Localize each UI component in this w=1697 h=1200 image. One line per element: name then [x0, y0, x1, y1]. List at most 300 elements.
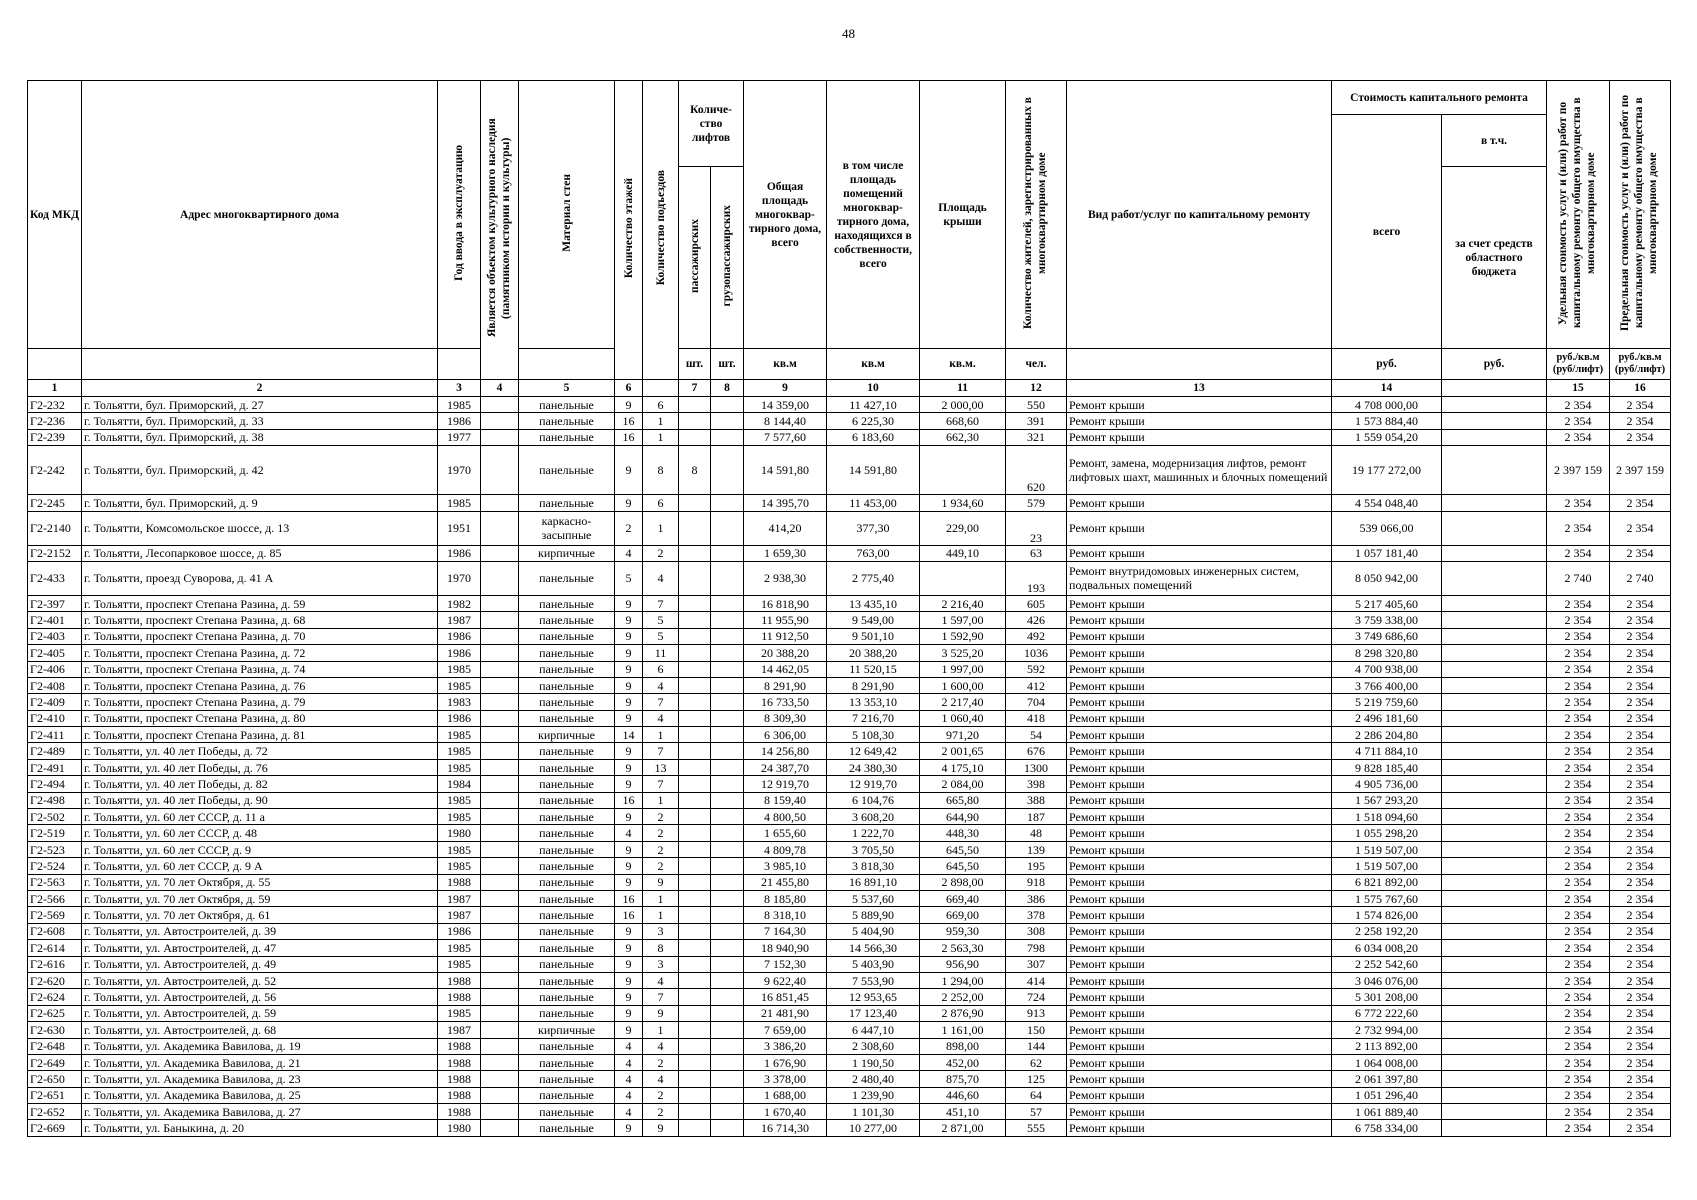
cell-limit-cost: 2 354 — [1610, 776, 1671, 792]
cell-cost-regional — [1442, 413, 1547, 429]
cell-address: г. Тольятти, проспект Степана Разина, д. 74 — [82, 661, 438, 677]
cell-work-type: Ремонт крыши — [1067, 429, 1332, 445]
cell-total-area: 20 388,20 — [744, 645, 827, 661]
cell-floors: 9 — [615, 612, 643, 628]
cell-unit-cost: 2 354 — [1547, 1087, 1610, 1103]
cell-year: 1980 — [438, 1120, 481, 1136]
cell-cost-regional — [1442, 776, 1547, 792]
cell-unit-cost: 2 354 — [1547, 1022, 1610, 1038]
cell-lifts-cargo — [711, 628, 744, 644]
cell-code: Г2-405 — [28, 645, 82, 661]
cell-unit-cost: 2 354 — [1547, 661, 1610, 677]
table-row — [28, 940, 1671, 956]
table-row — [28, 956, 1671, 972]
cell-owned-area: 9 501,10 — [827, 628, 920, 644]
cell-lifts-pass — [679, 710, 711, 726]
cell-limit-cost: 2 354 — [1610, 989, 1671, 1005]
cell-year: 1985 — [438, 677, 481, 693]
unit-cost-total: руб. — [1332, 349, 1442, 380]
table-row — [28, 907, 1671, 923]
cell-roof-area: 898,00 — [920, 1038, 1006, 1054]
cell-work-type: Ремонт крыши — [1067, 825, 1332, 841]
cell-total-area: 1 659,30 — [744, 545, 827, 561]
cell-residents: 144 — [1006, 1038, 1067, 1054]
header-roof-area: Площадь крыши — [920, 81, 1006, 349]
cell-total-area: 24 387,70 — [744, 759, 827, 775]
cell-work-type: Ремонт крыши — [1067, 595, 1332, 611]
cell-work-type: Ремонт, замена, модернизация лифтов, ремонт лифтовых шахт, машинных и блочных помещений — [1067, 446, 1332, 495]
cell-owned-area: 2 480,40 — [827, 1071, 920, 1087]
cell-wall: панельные — [519, 841, 615, 857]
cell-cost-total: 6 772 222,60 — [1332, 1005, 1442, 1021]
cell-heritage — [481, 1071, 519, 1087]
column-number: 2 — [82, 380, 438, 397]
cell-work-type: Ремонт крыши — [1067, 972, 1332, 988]
cell-limit-cost: 2 354 — [1610, 595, 1671, 611]
cell-owned-area: 16 891,10 — [827, 874, 920, 890]
cell-owned-area: 20 388,20 — [827, 645, 920, 661]
cell-cost-total: 6 821 892,00 — [1332, 874, 1442, 890]
cell-roof-area: 1 997,00 — [920, 661, 1006, 677]
cell-address: г. Тольятти, ул. 60 лет СССР, д. 48 — [82, 825, 438, 841]
cell-total-area: 16 714,30 — [744, 1120, 827, 1136]
table-row — [28, 1054, 1671, 1070]
cell-code: Г2-620 — [28, 972, 82, 988]
cell-work-type: Ремонт крыши — [1067, 858, 1332, 874]
cell-roof-area: 662,30 — [920, 429, 1006, 445]
cell-limit-cost: 2 354 — [1610, 511, 1671, 545]
cell-year: 1986 — [438, 923, 481, 939]
cell-unit-cost: 2 354 — [1547, 841, 1610, 857]
cell-entrances: 6 — [643, 661, 679, 677]
cell-unit-cost: 2 354 — [1547, 907, 1610, 923]
cell-code: Г2-649 — [28, 1054, 82, 1070]
cell-entrances: 2 — [643, 809, 679, 825]
cell-heritage — [481, 694, 519, 710]
column-number: 15 — [1547, 380, 1610, 397]
cell-cost-total: 1 064 008,00 — [1332, 1054, 1442, 1070]
cell-heritage — [481, 874, 519, 890]
cell-entrances: 1 — [643, 890, 679, 906]
cell-limit-cost: 2 354 — [1610, 1022, 1671, 1038]
cell-heritage — [481, 595, 519, 611]
header-residents: Количество жителей, зарегистрированных в многоквартирном доме — [1022, 96, 1049, 329]
table-row — [28, 841, 1671, 857]
cell-code: Г2-651 — [28, 1087, 82, 1103]
cell-cost-total: 2 286 204,80 — [1332, 727, 1442, 743]
cell-work-type: Ремонт крыши — [1067, 759, 1332, 775]
cell-floors: 9 — [615, 1022, 643, 1038]
cell-limit-cost: 2 354 — [1610, 858, 1671, 874]
cell-year: 1986 — [438, 645, 481, 661]
cell-residents: 57 — [1006, 1104, 1067, 1120]
cell-limit-cost: 2 354 — [1610, 677, 1671, 693]
cell-entrances: 7 — [643, 743, 679, 759]
cell-wall: панельные — [519, 743, 615, 759]
cell-unit-cost: 2 354 — [1547, 495, 1610, 511]
cell-lifts-cargo — [711, 989, 744, 1005]
cell-roof-area: 875,70 — [920, 1071, 1006, 1087]
cell-limit-cost: 2 354 — [1610, 972, 1671, 988]
cell-work-type: Ремонт крыши — [1067, 956, 1332, 972]
cell-owned-area: 377,30 — [827, 511, 920, 545]
cell-lifts-pass — [679, 1104, 711, 1120]
cell-lifts-pass — [679, 413, 711, 429]
cell-address: г. Тольятти, проспект Степана Разина, д. 70 — [82, 628, 438, 644]
cell-roof-area: 452,00 — [920, 1054, 1006, 1070]
cell-cost-regional — [1442, 545, 1547, 561]
cell-cost-regional — [1442, 677, 1547, 693]
cell-work-type: Ремонт крыши — [1067, 694, 1332, 710]
cell-year: 1987 — [438, 890, 481, 906]
cell-floors: 4 — [615, 545, 643, 561]
cell-floors: 2 — [615, 511, 643, 545]
cell-cost-regional — [1442, 841, 1547, 857]
cell-lifts-cargo — [711, 1022, 744, 1038]
cell-owned-area: 5 108,30 — [827, 727, 920, 743]
cell-lifts-pass — [679, 612, 711, 628]
cell-year: 1988 — [438, 1087, 481, 1103]
cell-floors: 9 — [615, 956, 643, 972]
cell-roof-area: 971,20 — [920, 727, 1006, 743]
cell-owned-area: 13 435,10 — [827, 595, 920, 611]
cell-total-area: 16 851,45 — [744, 989, 827, 1005]
cell-residents: 125 — [1006, 1071, 1067, 1087]
cell-owned-area: 3 705,50 — [827, 841, 920, 857]
cell-heritage — [481, 743, 519, 759]
cell-owned-area: 10 277,00 — [827, 1120, 920, 1136]
cell-heritage — [481, 645, 519, 661]
cell-wall: панельные — [519, 446, 615, 495]
cell-entrances: 2 — [643, 1054, 679, 1070]
cell-wall: панельные — [519, 1054, 615, 1070]
cell-heritage — [481, 940, 519, 956]
header-floors-cell — [615, 81, 643, 380]
cell-residents: 555 — [1006, 1120, 1067, 1136]
cell-year: 1986 — [438, 628, 481, 644]
cell-heritage — [481, 1022, 519, 1038]
cell-unit-cost: 2 354 — [1547, 776, 1610, 792]
cell-limit-cost: 2 354 — [1610, 612, 1671, 628]
cell-unit-cost: 2 354 — [1547, 1005, 1610, 1021]
table-row — [28, 645, 1671, 661]
cell-entrances: 9 — [643, 1005, 679, 1021]
cell-floors: 4 — [615, 1038, 643, 1054]
cell-owned-area: 11 453,00 — [827, 495, 920, 511]
cell-total-area: 18 940,90 — [744, 940, 827, 956]
cell-unit-cost: 2 740 — [1547, 561, 1610, 595]
cell-cost-total: 1 518 094,60 — [1332, 809, 1442, 825]
cell-floors: 9 — [615, 661, 643, 677]
cell-limit-cost: 2 354 — [1610, 495, 1671, 511]
cell-work-type: Ремонт крыши — [1067, 809, 1332, 825]
cell-wall: панельные — [519, 825, 615, 841]
cell-lifts-cargo — [711, 809, 744, 825]
unit-total-area: кв.м — [744, 349, 827, 380]
cell-heritage — [481, 661, 519, 677]
cell-roof-area: 1 060,40 — [920, 710, 1006, 726]
cell-entrances: 6 — [643, 397, 679, 413]
cell-cost-regional — [1442, 1087, 1547, 1103]
cell-year: 1985 — [438, 661, 481, 677]
cell-cost-regional — [1442, 743, 1547, 759]
cell-lifts-pass — [679, 743, 711, 759]
cell-lifts-pass — [679, 661, 711, 677]
cell-limit-cost: 2 354 — [1610, 759, 1671, 775]
cell-lifts-pass — [679, 429, 711, 445]
cell-owned-area: 3 608,20 — [827, 809, 920, 825]
column-number: 8 — [711, 380, 744, 397]
header-unit-cost-cell — [1547, 81, 1610, 349]
cell-roof-area: 665,80 — [920, 792, 1006, 808]
cell-roof-area: 449,10 — [920, 545, 1006, 561]
cell-lifts-cargo — [711, 545, 744, 561]
cell-wall: панельные — [519, 890, 615, 906]
column-number — [643, 380, 679, 397]
cell-work-type: Ремонт крыши — [1067, 890, 1332, 906]
column-number: 9 — [744, 380, 827, 397]
cell-entrances: 2 — [643, 858, 679, 874]
cell-year: 1988 — [438, 989, 481, 1005]
column-number-row — [28, 380, 1671, 397]
cell-year: 1985 — [438, 495, 481, 511]
column-number: 12 — [1006, 380, 1067, 397]
cell-wall: панельные — [519, 809, 615, 825]
cell-floors: 4 — [615, 1087, 643, 1103]
table-row — [28, 874, 1671, 890]
cell-cost-total: 1 559 054,20 — [1332, 429, 1442, 445]
column-number: 13 — [1067, 380, 1332, 397]
cell-year: 1988 — [438, 1038, 481, 1054]
cell-roof-area: 2 252,00 — [920, 989, 1006, 1005]
cell-lifts-cargo — [711, 874, 744, 890]
unit-lifts-pass: шт. — [679, 349, 711, 380]
cell-code: Г2-433 — [28, 561, 82, 595]
cell-address: г. Тольятти, ул. 40 лет Победы, д. 90 — [82, 792, 438, 808]
cell-work-type: Ремонт крыши — [1067, 1022, 1332, 1038]
cell-address: г. Тольятти, ул. Автостроителей, д. 39 — [82, 923, 438, 939]
cell-address: г. Тольятти, проспект Степана Разина, д. 68 — [82, 612, 438, 628]
table-row — [28, 743, 1671, 759]
cell-year: 1970 — [438, 446, 481, 495]
header-lifts-cargo: грузопассажирских — [721, 204, 733, 307]
cell-owned-area: 5 537,60 — [827, 890, 920, 906]
cell-code: Г2-630 — [28, 1022, 82, 1038]
cell-residents: 605 — [1006, 595, 1067, 611]
cell-residents: 62 — [1006, 1054, 1067, 1070]
header-cost-incl: в т.ч. — [1442, 115, 1547, 167]
cell-cost-total: 5 217 405,60 — [1332, 595, 1442, 611]
cell-code: Г2-401 — [28, 612, 82, 628]
cell-year: 1985 — [438, 727, 481, 743]
cell-residents: 63 — [1006, 545, 1067, 561]
table-row — [28, 1104, 1671, 1120]
cell-heritage — [481, 561, 519, 595]
cell-floors: 9 — [615, 397, 643, 413]
cell-lifts-pass — [679, 759, 711, 775]
cell-year: 1988 — [438, 1104, 481, 1120]
cell-roof-area: 668,60 — [920, 413, 1006, 429]
cell-code: Г2-650 — [28, 1071, 82, 1087]
table-row — [28, 825, 1671, 841]
cell-work-type: Ремонт крыши — [1067, 710, 1332, 726]
cell-cost-total: 6 758 334,00 — [1332, 1120, 1442, 1136]
cell-total-area: 7 659,00 — [744, 1022, 827, 1038]
cell-total-area: 14 359,00 — [744, 397, 827, 413]
cell-heritage — [481, 511, 519, 545]
cell-address: г. Тольятти, Комсомольское шоссе, д. 13 — [82, 511, 438, 545]
cell-floors: 9 — [615, 923, 643, 939]
cell-residents: 913 — [1006, 1005, 1067, 1021]
cell-heritage — [481, 841, 519, 857]
cell-wall: панельные — [519, 413, 615, 429]
cell-cost-regional — [1442, 511, 1547, 545]
cell-wall: панельные — [519, 661, 615, 677]
cell-entrances: 2 — [643, 841, 679, 857]
cell-address: г. Тольятти, ул. 40 лет Победы, д. 82 — [82, 776, 438, 792]
cell-residents: 918 — [1006, 874, 1067, 890]
cell-address: г. Тольятти, бул. Приморский, д. 42 — [82, 446, 438, 495]
cell-floors: 9 — [615, 694, 643, 710]
cell-address: г. Тольятти, ул. Академика Вавилова, д. 27 — [82, 1104, 438, 1120]
unit-address — [82, 349, 438, 380]
column-number: 14 — [1332, 380, 1442, 397]
cell-work-type: Ремонт крыши — [1067, 874, 1332, 890]
cell-roof-area: 1 597,00 — [920, 612, 1006, 628]
cell-residents: 704 — [1006, 694, 1067, 710]
cell-owned-area: 2 308,60 — [827, 1038, 920, 1054]
unit-owned-area: кв.м — [827, 349, 920, 380]
cell-cost-regional — [1442, 1104, 1547, 1120]
table-row — [28, 1005, 1671, 1021]
cell-limit-cost: 2 354 — [1610, 890, 1671, 906]
cell-address: г. Тольятти, ул. Академика Вавилова, д. 19 — [82, 1038, 438, 1054]
cell-total-area: 8 144,40 — [744, 413, 827, 429]
cell-floors: 9 — [615, 858, 643, 874]
cell-entrances: 4 — [643, 561, 679, 595]
cell-roof-area: 2 217,40 — [920, 694, 1006, 710]
cell-lifts-cargo — [711, 923, 744, 939]
cell-lifts-cargo — [711, 413, 744, 429]
cell-code: Г2-625 — [28, 1005, 82, 1021]
table-row — [28, 759, 1671, 775]
cell-owned-area: 7 216,70 — [827, 710, 920, 726]
cell-lifts-pass — [679, 907, 711, 923]
cell-work-type: Ремонт крыши — [1067, 776, 1332, 792]
column-number: 5 — [519, 380, 615, 397]
cell-floors: 4 — [615, 1071, 643, 1087]
cell-unit-cost: 2 354 — [1547, 759, 1610, 775]
cell-total-area: 4 809,78 — [744, 841, 827, 857]
cell-floors: 16 — [615, 890, 643, 906]
column-number: 1 — [28, 380, 82, 397]
cell-limit-cost: 2 354 — [1610, 413, 1671, 429]
cell-entrances: 4 — [643, 1071, 679, 1087]
cell-code: Г2-239 — [28, 429, 82, 445]
cell-unit-cost: 2 354 — [1547, 413, 1610, 429]
cell-entrances: 13 — [643, 759, 679, 775]
cell-total-area: 8 185,80 — [744, 890, 827, 906]
cell-unit-cost: 2 354 — [1547, 825, 1610, 841]
cell-heritage — [481, 397, 519, 413]
table-body — [28, 397, 1671, 1137]
cell-address: г. Тольятти, ул. 60 лет СССР, д. 11 а — [82, 809, 438, 825]
cell-entrances: 3 — [643, 923, 679, 939]
cell-lifts-pass — [679, 809, 711, 825]
cell-total-area: 7 164,30 — [744, 923, 827, 939]
cell-heritage — [481, 923, 519, 939]
cell-cost-regional — [1442, 495, 1547, 511]
cell-work-type: Ремонт внутридомовых инженерных систем, подвальных помещений — [1067, 561, 1332, 595]
cell-lifts-cargo — [711, 561, 744, 595]
cell-work-type: Ремонт крыши — [1067, 1038, 1332, 1054]
cell-total-area: 8 159,40 — [744, 792, 827, 808]
cell-heritage — [481, 1120, 519, 1136]
cell-lifts-cargo — [711, 694, 744, 710]
cell-cost-regional — [1442, 940, 1547, 956]
cell-roof-area — [920, 446, 1006, 495]
cell-wall: панельные — [519, 710, 615, 726]
cell-year: 1985 — [438, 743, 481, 759]
cell-unit-cost: 2 354 — [1547, 429, 1610, 445]
cell-lifts-pass — [679, 397, 711, 413]
cell-total-area: 7 152,30 — [744, 956, 827, 972]
cell-owned-area: 6 225,30 — [827, 413, 920, 429]
unit-work-type — [1067, 349, 1332, 380]
cell-unit-cost: 2 354 — [1547, 858, 1610, 874]
cell-entrances: 7 — [643, 776, 679, 792]
cell-limit-cost: 2 354 — [1610, 1104, 1671, 1120]
cell-work-type: Ремонт крыши — [1067, 511, 1332, 545]
unit-residents: чел. — [1006, 349, 1067, 380]
table-row — [28, 397, 1671, 413]
cell-cost-regional — [1442, 972, 1547, 988]
cell-heritage — [481, 956, 519, 972]
cell-address: г. Тольятти, бул. Приморский, д. 9 — [82, 495, 438, 511]
cell-floors: 9 — [615, 645, 643, 661]
cell-year: 1985 — [438, 1005, 481, 1021]
cell-cost-total: 1 055 298,20 — [1332, 825, 1442, 841]
cell-work-type: Ремонт крыши — [1067, 792, 1332, 808]
cell-total-area: 414,20 — [744, 511, 827, 545]
cell-cost-regional — [1442, 825, 1547, 841]
cell-roof-area: 2 563,30 — [920, 940, 1006, 956]
cell-cost-regional — [1442, 661, 1547, 677]
cell-cost-regional — [1442, 907, 1547, 923]
cell-cost-regional — [1442, 628, 1547, 644]
cell-limit-cost: 2 354 — [1610, 841, 1671, 857]
cell-address: г. Тольятти, проезд Суворова, д. 41 А — [82, 561, 438, 595]
cell-unit-cost: 2 354 — [1547, 940, 1610, 956]
cell-limit-cost: 2 354 — [1610, 907, 1671, 923]
cell-wall: кирпичные — [519, 545, 615, 561]
cell-entrances: 11 — [643, 645, 679, 661]
table-row — [28, 972, 1671, 988]
cell-work-type: Ремонт крыши — [1067, 907, 1332, 923]
cell-address: г. Тольятти, проспект Степана Разина, д. 76 — [82, 677, 438, 693]
cell-roof-area: 2 216,40 — [920, 595, 1006, 611]
cell-wall: панельные — [519, 397, 615, 413]
header-owned-area: в том числе площадь помещений многоквар-тирного дома, находящихся в собственности, всего — [827, 81, 920, 349]
cell-roof-area: 2 876,90 — [920, 1005, 1006, 1021]
cell-lifts-cargo — [711, 940, 744, 956]
cell-residents: 321 — [1006, 429, 1067, 445]
cell-work-type: Ремонт крыши — [1067, 1087, 1332, 1103]
cell-residents: 412 — [1006, 677, 1067, 693]
cell-lifts-cargo — [711, 1038, 744, 1054]
cell-year: 1988 — [438, 972, 481, 988]
cell-address: г. Тольятти, ул. Академика Вавилова, д. 25 — [82, 1087, 438, 1103]
